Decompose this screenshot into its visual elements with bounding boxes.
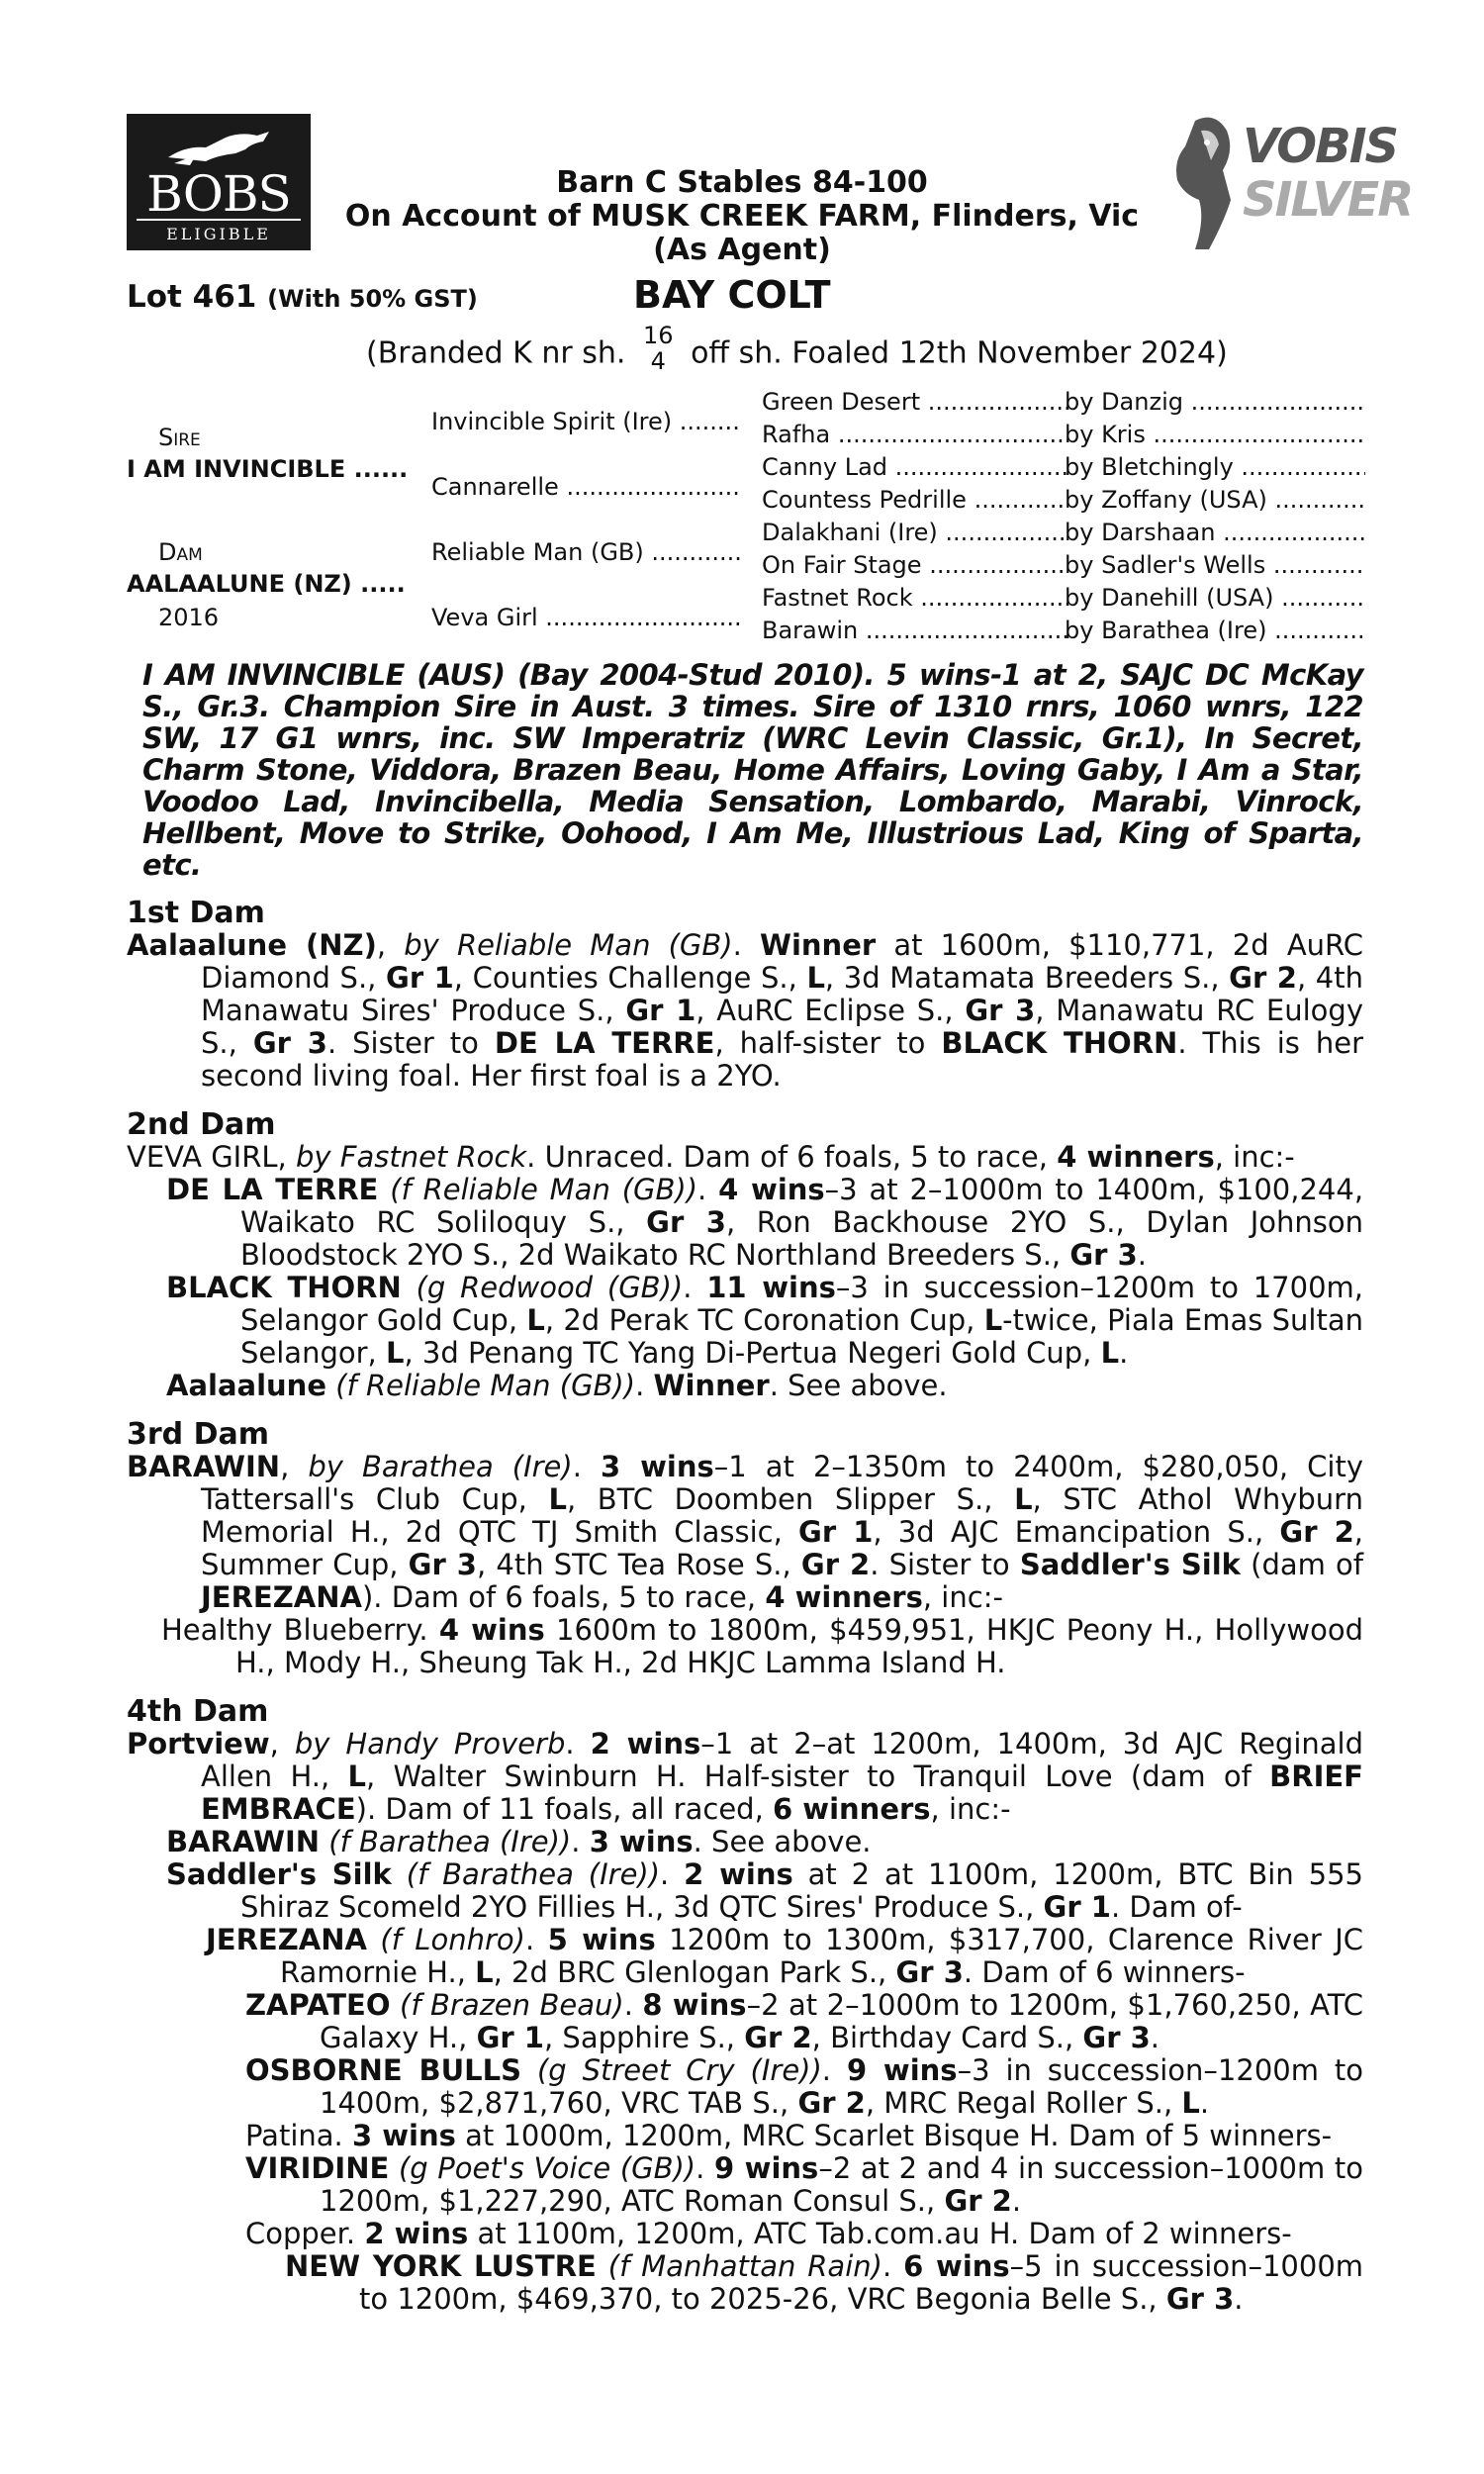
brand-mark: K: [512, 335, 532, 371]
gen3-row: [762, 421, 1365, 453]
gen3-by: by Sadler's Wells .....: [1065, 551, 1365, 579]
third-dam-entry: BARAWIN, by Barathea (Ire). 3 wins–1 at 2–1350m to 2400m, $280,050, City Tattersall's Club Cup, L, BTC Doomben Slipper S., L, STC Athol Whyburn Memorial H., 2d QTC TJ Smith Classic, Gr 1, 3d AJC Emancipation S., Gr 2, Summer Cup, Gr 3, 4th STC Tea Rose S., Gr 2. Sister to Saddler's Silk (dam of JEREZANA). Dam of 6 foals, 5 to race, 4 winners, inc:-: [127, 1450, 1364, 1614]
racehorse-icon: [166, 128, 275, 167]
brand-fraction-num: 16: [642, 322, 674, 349]
sire-sire: Invincible Spirit (Ire) .....: [431, 408, 740, 435]
gen3-row: [762, 453, 1365, 486]
first-dam-heading: 1st Dam: [127, 896, 265, 930]
sire-name: I AM INVINCIBLE .....: [127, 455, 406, 483]
gen3-name: On Fair Stage .....: [762, 551, 1068, 579]
foaling-date: off sh. Foaled 12th November 2024): [691, 335, 1228, 371]
brand-side: nr sh.: [541, 335, 626, 371]
vobis-silver-logo: [1165, 111, 1413, 259]
gen3-name: Green Desert .....: [762, 388, 1068, 416]
bobs-logo-subtext: ELIGIBLE: [137, 219, 301, 243]
gen3-row: [762, 551, 1365, 584]
progeny-entry: Patina. 3 wins at 1000m, 1200m, MRC Scarlet Bisque H. Dam of 5 winners-: [245, 2119, 1333, 2152]
progeny-entry: OSBORNE BULLS (g Street Cry (Ire)). 9 wins–3 in succession–1200m to 1400m, $2,871,760, VRC TAB S., Gr 2, MRC Regal Roller S., L.: [245, 2053, 1364, 2120]
brand-fraction: [643, 323, 674, 374]
gen3-row: [762, 617, 1365, 649]
progeny-entry: BARAWIN (f Barathea (Ire)). 3 wins. See above.: [166, 1825, 872, 1858]
progeny-entry: DE LA TERRE (f Reliable Man (GB)). 4 wins–3 at 2–1000m to 1400m, $100,244, Waikato RC Soliloquy S., Gr 3, Ron Backhouse 2YO S., Dylan Johnson Bloodstock 2YO S., 2d Waikato RC Northland Breeders S., Gr 3.: [166, 1173, 1364, 1272]
sire-label: Sire: [158, 424, 201, 451]
second-dam-entry: VEVA GIRL, by Fastnet Rock. Unraced. Dam of 6 foals, 5 to race, 4 winners, inc:-: [127, 1140, 1295, 1174]
dam-dam: Veva Girl .....: [431, 604, 740, 631]
brand-prefix: (Branded: [366, 335, 504, 371]
gen3-row: [762, 388, 1365, 421]
gen3-row: [762, 519, 1365, 551]
bobs-logo-text: BOBS: [146, 165, 291, 223]
sire-dam: Cannarelle .....: [431, 473, 740, 501]
gen3-by: by Darshaan .....: [1065, 519, 1365, 546]
progeny-entry: Aalaalune (f Reliable Man (GB)). Winner. See above.: [166, 1369, 948, 1402]
progeny-entry: Healthy Blueberry. 4 wins 1600m to 1800m, $459,951, HKJC Peony H., Hollywood H., Mody H., Sheung Tak H., 2d HKJC Lamma Island H.: [161, 1613, 1363, 1679]
third-generation: [762, 388, 1365, 649]
gen3-by: by Kris .....: [1065, 421, 1365, 448]
progeny-entry: ZAPATEO (f Brazen Beau). 8 wins–2 at 2–1000m to 1200m, $1,760,250, ATC Galaxy H., Gr 1, Sapphire S., Gr 2, Birthday Card S., Gr 3.: [245, 1988, 1364, 2054]
gen3-name: Dalakhani (Ire) .....: [762, 519, 1068, 546]
lot-number: [127, 279, 478, 315]
vobis-silver-text: SILVER: [1243, 172, 1413, 228]
vendor-account: On Account of MUSK CREEK FARM, Flinders, Vic: [344, 199, 1140, 234]
fourth-dam-heading: 4th Dam: [127, 1694, 269, 1729]
gen3-name: Rafha .....: [762, 421, 1068, 448]
gst-note: (With 50% GST): [267, 285, 478, 313]
progeny-entry: Saddler's Silk (f Barathea (Ire)). 2 wins at 2 at 1100m, 1200m, BTC Bin 555 Shiraz Scomeld 2YO Fillies H., 3d QTC Sires' Produce S., Gr 1. Dam of-: [166, 1857, 1363, 1924]
gen3-row: [762, 486, 1365, 519]
gen3-by: by Danehill (USA) .....: [1065, 584, 1365, 612]
dam-year: 2016: [158, 604, 220, 631]
vendor-agent: (As Agent): [653, 233, 831, 267]
gen3-name: Fastnet Rock .....: [762, 584, 1068, 612]
gen3-by: by Zoffany (USA) .....: [1065, 486, 1365, 514]
progeny-entry: NEW YORK LUSTRE (f Manhattan Rain). 6 wins–5 in succession–1000m to 1200m, $469,370, to 2025-26, VRC Begonia Belle S., Gr 3.: [285, 2249, 1364, 2316]
progeny-entry: VIRIDINE (g Poet's Voice (GB)). 9 wins–2 at 2 and 4 in succession–1000m to 1200m, $1,227,290, ATC Roman Consul S., Gr 2.: [245, 2151, 1363, 2218]
barn-location: Barn C Stables 84-100: [556, 165, 928, 200]
gen3-row: [762, 584, 1365, 617]
progeny-entry: Copper. 2 wins at 1100m, 1200m, ATC Tab.com.au H. Dam of 2 winners-: [245, 2217, 1292, 2250]
dam-name: AALAALUNE (NZ) .....: [127, 570, 406, 598]
progeny-entry: JEREZANA (f Lonhro). 5 wins 1200m to 1300m, $317,700, Clarence River JC Ramornie H., L, 2d BRC Glenlogan Park S., Gr 3. Dam of 6 winners-: [206, 1923, 1363, 1989]
lot-label: Lot 461: [127, 279, 257, 315]
dam-label: Dam: [158, 538, 203, 566]
progeny-entry: BLACK THORN (g Redwood (GB)). 11 wins–3 in succession–1200m to 1700m, Selangor Gold Cup, L, 2d Perak TC Coronation Cup, L-twice, Piala Emas Sultan Selangor, L, 3d Penang TC Yang Di-Pertua Negeri Gold Cup, L.: [166, 1271, 1364, 1370]
gen3-by: by Bletchingly .....: [1065, 453, 1365, 481]
dam-sire: Reliable Man (GB) .....: [431, 538, 740, 566]
third-dam-heading: 3rd Dam: [127, 1417, 269, 1452]
gen3-name: Countess Pedrille .....: [762, 486, 1068, 514]
catalogue-body: [127, 659, 1363, 2316]
first-dam-entry: Aalaalune (NZ), by Reliable Man (GB). Winner at 1600m, $110,771, 2d AuRC Diamond S., Gr 1, Counties Challenge S., L, 3d Matamata Breeders S., Gr 2, 4th Manawatu Sires' Produce S., Gr 1, AuRC Eclipse S., Gr 3, Manawatu RC Eulogy S., Gr 3. Sister to DE LA TERRE, half-sister to BLACK THORN. This is her second living foal. Her first foal is a 2YO.: [127, 928, 1363, 1093]
gen3-by: by Danzig .....: [1065, 388, 1365, 416]
gen3-name: Canny Lad .....: [762, 453, 1068, 481]
bobs-eligible-logo: [127, 114, 311, 250]
sire-summary: I AM INVINCIBLE (AUS) (Bay 2004-Stud 2010). 5 wins-1 at 2, SAJC DC McKay S., Gr.3. Champion Sire in Aust. 3 times. Sire of 1310 rnrs, 1060 wnrs, 122 SW, 17 G1 wnrs, inc. SW Imperatriz (WRC Levin Classic, Gr.1), In Secret, Charm Stone, Viddora, Brazen Beau, Home Affairs, Loving Gaby, I Am a Star, Voodoo Lad, Invincibella, Media Sensation, Lombardo, Marabi, Vinrock, Hellbent, Move to Strike, Oohood, I Am Me, Illustrious Lad, King of Sparta, etc.: [142, 658, 1363, 882]
second-dam-heading: 2nd Dam: [127, 1107, 276, 1142]
fourth-dam-entry: Portview, by Handy Proverb. 2 wins–1 at 2–at 1200m, 1400m, 3d AJC Reginald Allen H., L, Walter Swinburn H. Half-sister to Tranquil Love (dam of BRIEF EMBRACE). Dam of 11 foals, all raced, 6 winners, inc:-: [127, 1727, 1363, 1826]
gen3-by: by Barathea (Ire) .....: [1065, 617, 1365, 644]
brand-fraction-den: 4: [650, 347, 666, 375]
horse-sex-colour: BAY COLT: [633, 273, 831, 317]
vobis-logo-text: VOBIS: [1243, 119, 1398, 174]
brand-and-foaling: [366, 322, 1228, 380]
gen3-name: Barawin .....: [762, 617, 1068, 644]
